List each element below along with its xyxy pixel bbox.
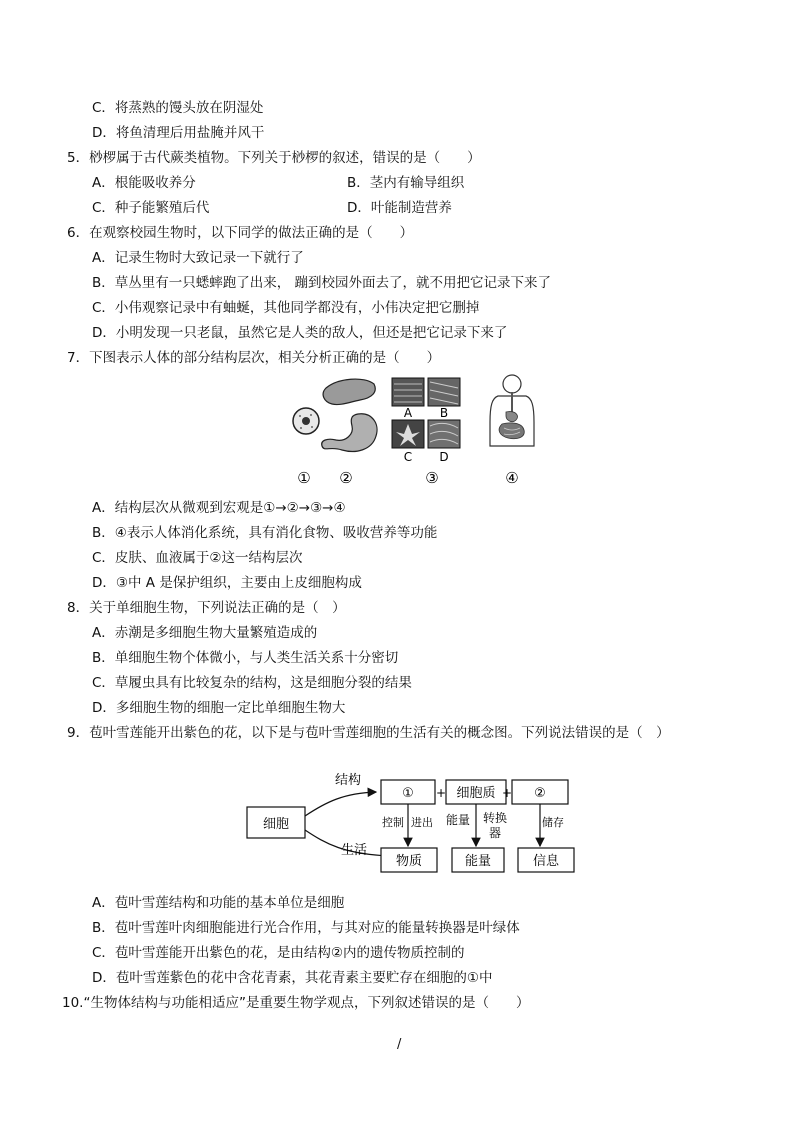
fig-label-3: ③ (425, 469, 439, 487)
tissue-figure (392, 378, 460, 464)
q9-stem: 9．苞叶雪莲能开出紫色的花，以下是与苞叶雪莲细胞的生活有关的概念图。下列说法错误的是（ ） (67, 725, 670, 741)
plus-sign-2: + (501, 786, 513, 800)
q5-option-a: A．根能吸收养分 (92, 175, 196, 191)
q9-option-c: C．苞叶雪莲能开出紫色的花，是由结构②内的遗传物质控制的 (92, 945, 465, 961)
q5-option-c: C．种子能繁殖后代 (92, 200, 210, 216)
q10-stem: 10.“生物体结构与功能相适应”是重要生物学观点，下列叙述错误的是（ ） (62, 995, 530, 1011)
cell-figure (293, 408, 319, 434)
q7-option-c: C．皮肤、血液属于②这一结构层次 (92, 550, 303, 566)
inout-label: 进出 (411, 816, 433, 829)
cytoplasm-text: 细胞质 (456, 786, 496, 801)
tissue-letter-c: C (403, 450, 413, 464)
cell-text: 细胞 (262, 817, 290, 832)
q6-option-a: A．记录生物时大致记录一下就行了 (92, 250, 304, 266)
q4-option-c: C．将蒸熟的馒头放在阴湿处 (92, 100, 264, 116)
q8-option-b: B．单细胞生物个体微小，与人类生活关系十分密切 (92, 650, 399, 666)
plus-sign-1: + (435, 786, 447, 800)
fig-label-2: ② (339, 469, 353, 487)
store-label: 储存 (542, 816, 564, 829)
fig-label-1: ① (297, 469, 311, 487)
q7-option-d: D．③中 A 是保护组织，主要由上皮细胞构成 (92, 575, 362, 591)
structure-label: 结构 (334, 773, 362, 788)
q7-stem: 7．下图表示人体的部分结构层次，相关分析正确的是（ ） (67, 350, 441, 366)
q7-structure-figure (280, 372, 540, 492)
q5-option-b: B．茎内有输导组织 (347, 175, 465, 191)
info-text: 信息 (532, 854, 560, 869)
system-figure (490, 375, 534, 446)
converter-label: 转换 (482, 811, 508, 825)
device-label: 器 (488, 826, 502, 840)
q9-option-d: D．苞叶雪莲紫色的花中含花青素，其花青素主要贮存在细胞的①中 (92, 970, 493, 986)
tissue-letter-d: D (439, 450, 449, 464)
q6-stem: 6．在观察校园生物时，以下同学的做法正确的是（ ） (67, 225, 414, 241)
structure-1-text: ① (402, 786, 414, 801)
q9-option-b: B．苞叶雪莲叶肉细胞能进行光合作用，与其对应的能量转换器是叶绿体 (92, 920, 520, 936)
q8-option-c: C．草履虫具有比较复杂的结构，这是细胞分裂的结果 (92, 675, 412, 691)
page-number: / (397, 1037, 402, 1052)
q6-option-d: D．小明发现一只老鼠，虽然它是人类的敌人，但还是把它记录下来了 (92, 325, 508, 341)
tissue-letter-b: B (439, 406, 449, 420)
control-label: 控制 (382, 816, 404, 829)
q8-option-a: A．赤潮是多细胞生物大量繁殖造成的 (92, 625, 318, 641)
structure-2-text: ② (534, 786, 546, 801)
q6-option-b: B．草丛里有一只蟋蟀跑了出来， 蹦到校园外面去了，就不用把它记录下来了 (92, 275, 552, 291)
q9-concept-diagram (244, 766, 580, 876)
q8-stem: 8．关于单细胞生物，下列说法正确的是（ ） (67, 600, 346, 616)
q9-option-a: A．苞叶雪莲结构和功能的基本单位是细胞 (92, 895, 345, 911)
q6-option-c: C．小伟观察记录中有蚰蜒，其他同学都没有，小伟决定把它删掉 (92, 300, 480, 316)
tissue-letter-a: A (403, 406, 413, 420)
q7-option-a: A．结构层次从微观到宏观是①→②→③→④ (92, 500, 346, 516)
q4-option-d: D．将鱼清理后用盐腌并风干 (92, 125, 265, 141)
q8-option-d: D．多细胞生物的细胞一定比单细胞生物大 (92, 700, 346, 716)
fig-label-4: ④ (505, 469, 519, 487)
q5-option-d: D．叶能制造营养 (347, 200, 452, 216)
matter-text: 物质 (395, 854, 423, 869)
q5-stem: 5．桫椤属于古代蕨类植物。下列关于桫椤的叙述，错误的是（ ） (67, 150, 481, 166)
q7-option-b: B．④表示人体消化系统，具有消化食物、吸收营养等功能 (92, 525, 438, 541)
energy-text: 能量 (464, 854, 492, 869)
life-label: 生活 (340, 843, 368, 858)
organ-figure (322, 379, 377, 451)
energy-converter-label: 能量 (445, 813, 471, 827)
